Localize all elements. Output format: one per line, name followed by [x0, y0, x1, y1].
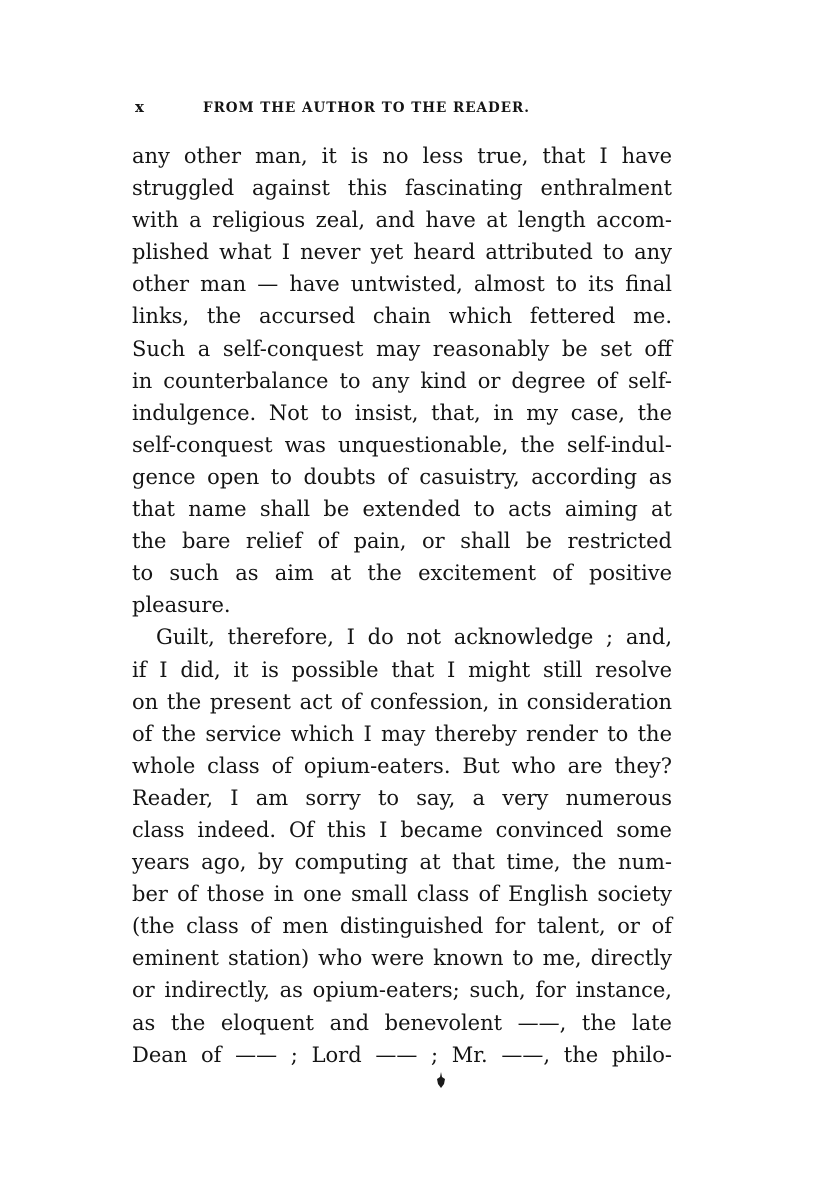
text-line: Such a self-conquest may reasonably be set off	[132, 336, 672, 361]
text-line: of the service which I may thereby render to the	[132, 721, 672, 746]
text-line: to such as aim at the excitement of positive	[132, 561, 672, 586]
text-line: Dean of —— ; Lord —— ; Mr. ——, the philo-	[132, 1042, 672, 1067]
text-line: struggled against this fascinating enthralment	[132, 176, 672, 201]
text-line: eminent station) who were known to me, directly	[132, 946, 672, 971]
ink-blot-icon	[436, 1072, 446, 1088]
text-line: years ago, by computing at that time, the num-	[132, 850, 672, 875]
text-line: with a religious zeal, and have at length accom-	[132, 208, 672, 233]
text-line: gence open to doubts of casuistry, according as	[132, 464, 672, 489]
text-line: self-conquest was unquestionable, the self-indul-	[132, 432, 672, 457]
text-line: Reader, I am sorry to say, a very numerous	[132, 785, 672, 810]
ink-blot-mark	[436, 1072, 446, 1088]
page-number: x	[135, 98, 144, 116]
text-line: class indeed. Of this I became convinced some	[132, 817, 672, 842]
text-line: as the eloquent and benevolent ——, the late	[132, 1010, 672, 1035]
text-line: plished what I never yet heard attributed to any	[132, 240, 672, 265]
text-line: other man — have untwisted, almost to its final	[132, 272, 672, 297]
running-title: FROM THE AUTHOR TO THE READER.	[203, 100, 530, 116]
text-line: whole class of opium-eaters. But who are they?	[132, 753, 672, 778]
text-line: the bare relief of pain, or shall be restricted	[132, 529, 672, 554]
body-text	[132, 140, 672, 1071]
paragraph-start-line: Guilt, therefore, I do not acknowledge ; and,	[156, 625, 672, 650]
text-line: on the present act of confession, in consideration	[132, 689, 672, 714]
text-line: or indirectly, as opium-eaters; such, for instance,	[132, 978, 672, 1003]
text-line: that name shall be extended to acts aiming at	[132, 497, 672, 522]
text-line: any other man, it is no less true, that I have	[132, 144, 672, 168]
text-line: if I did, it is possible that I might still resolve	[132, 657, 672, 682]
running-header	[135, 96, 680, 126]
text-line: ber of those in one small class of English society	[132, 882, 672, 907]
text-line: in counterbalance to any kind or degree of self-	[132, 368, 672, 393]
paragraph-end-line: pleasure.	[132, 593, 231, 618]
text-line: (the class of men distinguished for talent, or of	[132, 914, 672, 939]
text-line: indulgence. Not to insist, that, in my case, the	[132, 400, 672, 425]
text-line: links, the accursed chain which fettered me.	[132, 304, 672, 329]
